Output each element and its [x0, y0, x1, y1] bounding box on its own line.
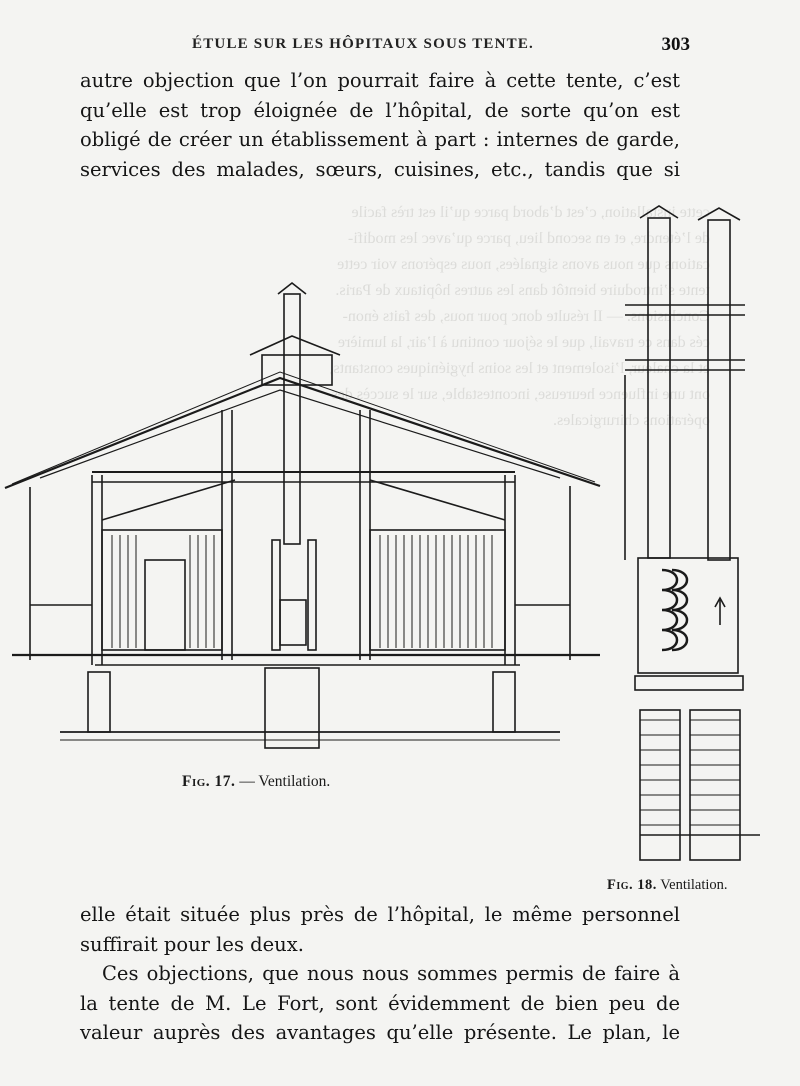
show-through-text: cette installation, c’est d’abord parce qu’il est très facile de l’étendre, et en second lieu, parce qu’avec les modifi- cations que nous avons signalées, nous espérons voir cette tente s’introduire bientôt dans les autres hôpitaux de Paris. Conclusions. — Il résulte donc pour nous, des faits énon- cés dans ce travail, que le séjour continu à l’air, la lumière et la chaleur, l’isolement et les soins hygiéniques constants, ont une influence heureuse, incontestable, sur le succès des opérations chirurgicales. — [329, 204, 710, 429]
text-line: qu’elle est trop éloignée de l’hôpital, de sorte qu’on est — [80, 98, 680, 122]
text-line: suffirait pour les deux. — [80, 932, 304, 956]
paragraph-bottom — [80, 900, 680, 1048]
page-number: 303 — [661, 34, 690, 55]
text-line: obligé de créer un établissement à part : internes de garde, — [80, 128, 680, 151]
text-line: elle était située plus près de l’hôpital, le même personnel — [80, 903, 680, 926]
text-line: autre objection que l’on pourrait faire à cette tente, c’est — [80, 69, 680, 92]
text-line: Ces objections, que nous nous sommes permis de faire à — [102, 962, 680, 985]
figure-18-caption — [607, 877, 728, 894]
text-line: services des malades, sœurs, cuisines, etc., tandis que si — [80, 157, 680, 181]
figure-17-title: — Ventilation. — [239, 773, 331, 790]
figure-17-caption — [182, 773, 330, 791]
running-title: ÉTULE SUR LES HÔPITAUX SOUS TENTE. — [192, 36, 535, 52]
figure-17-number: Fig. 17. — [182, 773, 236, 790]
figure-18-title: Ventilation. — [660, 877, 728, 893]
text-line: valeur auprès des avantages qu’elle présente. Le plan, le — [80, 1021, 680, 1044]
text-line: la tente de M. Le Fort, sont évidemment de bien peu de — [80, 991, 680, 1015]
figure-18-number: Fig. 18. — [607, 877, 657, 893]
